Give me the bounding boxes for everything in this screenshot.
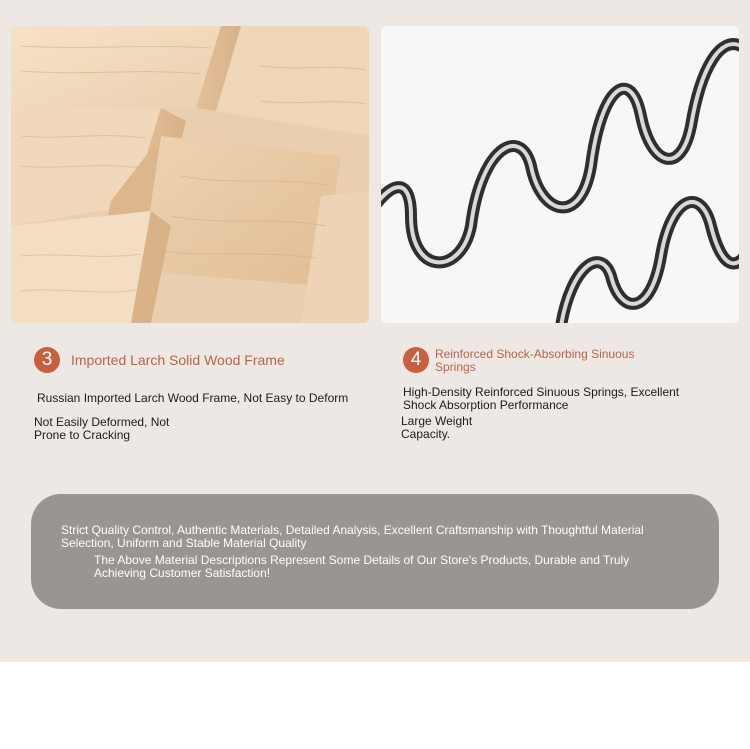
feature-description: High-Density Reinforced Sinuous Springs, Excellent <box>403 385 680 399</box>
feature-description: Prone to Cracking <box>34 428 131 442</box>
feature-description: Large Weight <box>401 414 473 428</box>
feature-number-badge: 4 <box>403 347 429 373</box>
feature-title: Springs <box>435 360 476 374</box>
larch-wood-blocks-image <box>11 26 369 323</box>
sinuous-spring-image <box>381 26 739 323</box>
feature-title: Reinforced Shock-Absorbing Sinuous <box>435 347 635 361</box>
quality-summary-banner <box>31 494 719 609</box>
banner-text: Achieving Customer Satisfaction! <box>94 566 271 580</box>
feature-number-badge: 3 <box>34 347 60 373</box>
banner-text: Strict Quality Control, Authentic Materials, Detailed Analysis, Excellent Craftsmanship with Thoughtful Material <box>61 523 644 537</box>
feature-description: Shock Absorption Performance <box>403 398 569 412</box>
banner-text: The Above Material Descriptions Represent Some Details of Our Store's Products, Durable and Truly <box>94 553 630 567</box>
feature-description: Capacity. <box>401 427 451 441</box>
feature-description: Russian Imported Larch Wood Frame, Not Easy to Deform <box>37 391 349 405</box>
feature-title: Imported Larch Solid Wood Frame <box>71 352 285 368</box>
banner-text: Selection, Uniform and Stable Material Quality <box>61 536 307 550</box>
feature-description: Not Easily Deformed, Not <box>34 415 170 429</box>
